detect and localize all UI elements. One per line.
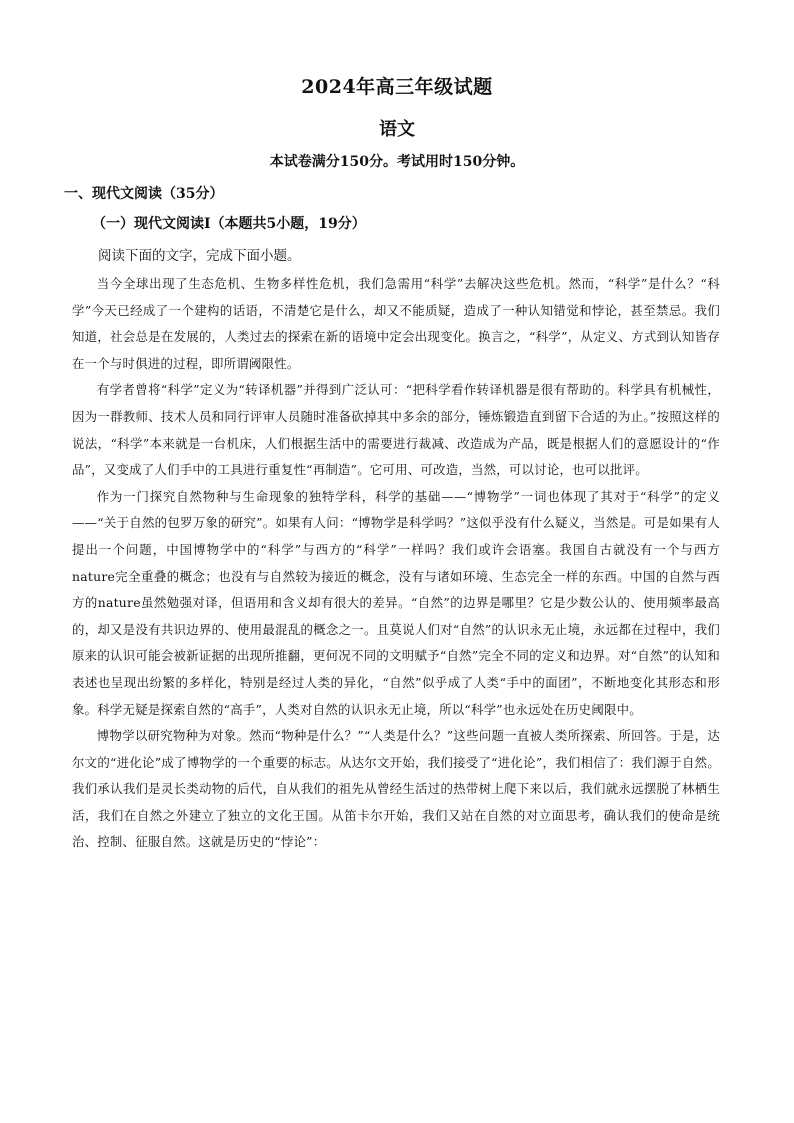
reading-instruction: 阅读下面的文字，完成下面小题。: [98, 248, 301, 264]
exam-note: 本试卷满分150分。考试用时150分钟。: [269, 154, 525, 170]
paragraph-3: 作为一门探究自然物种与生命现象的独特学科，科学的基础——“博物学”一词也体现了其对于“科学”的定义——“关于自然的包罗万象的研究”。如果有人问：“博物学是科学吗？”这似乎没有什么疑义，当然是。可是如果有人提出一个问题，中国博物学中的“科学”与西方的“科学”一样吗？我们或许会语塞。我国自古就没有一个与西方nature完全重叠的概念；也没有与自然较为接近的概念，没有与诸如环境、生态完全一样的东西。中国的自然与西方的nature虽然勉强对译，但语用和含义却有很大的差异。“自然”的边界是哪里？它是少数公认的、使用频率最高的，却又是没有共识边界的、使用最混乱的概念之一。且莫说人们对“自然”的认识永无止境，永远都在过程中，我们原来的认识可能会被新证据的出现所推翻，更何况不同的文明赋予“自然”完全不同的定义和边界。对“自然”的认知和表述也呈现出纷繁的多样化，特别是经过人类的异化，“自然”似乎成了人类“手中的面团”，不断地变化其形态和形象。科学无疑是探索自然的“高手”，人类对自然的认识永无止境，所以“科学”也永远处在历史阈限中。: [72, 488, 720, 717]
subsection-heading: （一）现代文阅读Ⅰ（本题共5小题，19分）: [92, 216, 366, 232]
subject-title: 语文: [379, 119, 415, 140]
paragraph-4: 博物学以研究物种为对象。然而“物种是什么？”“人类是什么？”这些问题一直被人类所探索、所回答。于是，达尔文的“进化论”成了博物学的一个重要的标志。从达尔文开始，我们接受了“进化论”，我们相信了：我们源于自然。我们承认我们是灵长类动物的后代，自从我们的祖先从曾经生活过的热带树上爬下来以后，我们就永远摆脱了林栖生活，我们在自然之外建立了独立的文化王国。从笛卡尔开始，我们又站在自然的对立面思考，确认我们的使命是统治、控制、征服自然。这就是历史的“悖论”：: [72, 728, 720, 850]
paragraph-2: 有学者曾将“科学”定义为“转译机器”并得到广泛认可：“把科学看作转译机器是很有帮助的。科学具有机械性，因为一群教师、技术人员和同行评审人员随时准备砍掉其中多余的部分，锤炼锻造直到留下合适的为止。”按照这样的说法，“科学”本来就是一台机床，人们根据生活中的需要进行裁减、改造成为产品，既是根据人们的意愿设计的“作品”，又变成了人们手中的工具进行重复性“再制造”。它可用、可改造，当然，可以讨论，也可以批评。: [72, 382, 720, 478]
exam-title: 2024年高三年级试题: [301, 76, 493, 98]
reading-passage: [72, 271, 720, 856]
paragraph-1: 当今全球出现了生态危机、生物多样性危机，我们急需用“科学”去解决这些危机。然而，“科学”是什么？“科学”今天已经成了一个建构的话语，不清楚它是什么，却又不能质疑，造成了一种认知错觉和悖论，甚至禁忌。我们知道，社会总是在发展的，人类过去的探索在新的语境中定会出现变化。换言之，“科学”，从定义、方式到认知皆存在一个与时俱进的过程，即所谓阈限性。: [72, 276, 720, 371]
section-heading: 一、现代文阅读（35分）: [64, 186, 224, 202]
